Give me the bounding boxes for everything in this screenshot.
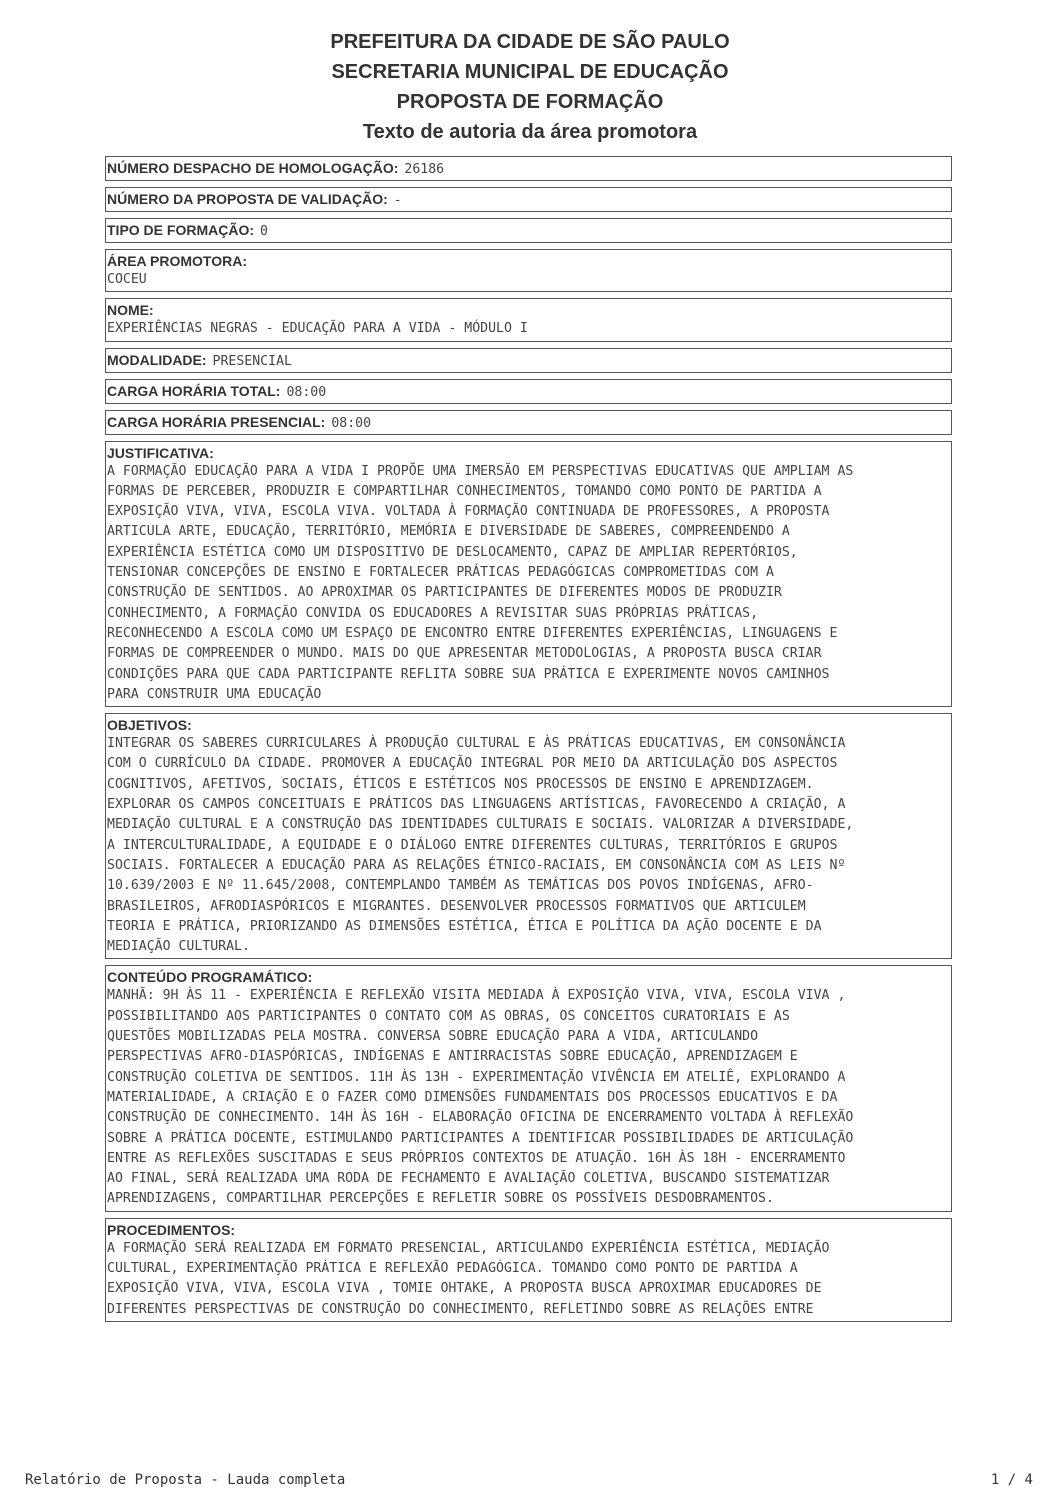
field-carga-total <box>105 379 952 404</box>
form-fields <box>105 156 952 1328</box>
field-label: CONTEÚDO PROGRAMÁTICO: <box>107 969 313 986</box>
field-label: TIPO DE FORMAÇÃO: <box>107 222 254 238</box>
field-label: NOME: <box>107 302 154 319</box>
field-label: MODALIDADE: <box>107 351 207 368</box>
field-label: NÚMERO DESPACHO DE HOMOLOGAÇÃO: <box>107 160 399 176</box>
header-secretaria: SECRETARIA MUNICIPAL DE EDUCAÇÃO <box>331 61 729 83</box>
field-value: 08:00 <box>286 384 327 400</box>
field-carga-presencial <box>105 410 952 435</box>
footer-report-title: Relatório de Proposta - Lauda completa <box>25 1472 346 1488</box>
page-number: 1 / 4 <box>990 1472 1033 1488</box>
field-value: - <box>393 193 402 208</box>
field-value: 26186 <box>404 162 445 177</box>
field-value: EXPERIÊNCIAS NEGRAS - EDUCAÇÃO PARA A VIDA - MÓDULO I <box>107 321 528 337</box>
field-modalidade <box>105 348 952 373</box>
field-nome <box>105 298 952 341</box>
page-footer <box>25 1472 1033 1488</box>
field-value: PRESENCIAL <box>212 353 292 369</box>
field-label: ÁREA PROMOTORA: <box>107 253 247 269</box>
field-procedimentos <box>105 1218 952 1322</box>
field-area <box>105 249 952 292</box>
field-despacho <box>105 156 952 181</box>
field-label: PROCEDIMENTOS: <box>107 1221 236 1238</box>
field-label: JUSTIFICATIVA: <box>107 444 214 461</box>
field-conteudo <box>105 965 952 1211</box>
header-proposta: PROPOSTA DE FORMAÇÃO <box>396 91 664 113</box>
document-header <box>0 27 1060 147</box>
header-subtitle: Texto de autoria da área promotora <box>362 121 698 143</box>
field-value: 0 <box>260 224 268 239</box>
field-justificativa <box>105 441 952 708</box>
field-label: CARGA HORÁRIA TOTAL: <box>107 382 281 399</box>
field-value: A FORMAÇÃO EDUCAÇÃO PARA A VIDA I PROPÕE UMA IMERSÃO EM PERSPECTIVAS EDUCATIVAS QUE AMPLIAM AS FORMAS DE PERCEBER, PRODUZIR E COMPARTILHAR CONHECIMENTOS, TOMANDO COMO PONTO DE PARTIDA A EXPOSIÇÃO VIVA, VIVA, ESCOLA VIVA. VOLTADA À FORMAÇÃO CONTINUADA DE PROFESSORES, A PROPOSTA ARTICULA ARTE, EDUCAÇÃO, TERRITÓRIO, MEMÓRIA E DIVERSIDADE DE SABERES, COMPREENDENDO A EXPERIÊNCIA ESTÉTICA COMO UM DISPOSITIVO DE DESLOCAMENTO, CAPAZ DE AMPLIAR REPERTÓRIOS, TENSIONAR CONCEPÇÕES DE ENSINO E FORTALECER PRÁTICAS PEDAGÓGICAS COMPROMETIDAS COM A CONSTRUÇÃO DE SENTIDOS. AO APROXIMAR OS PARTICIPANTES DE DIFERENTES MODOS DE PRODUZIR CONHECIMENTO, A FORMAÇÃO CONVIDA OS EDUCADORES A REVISITAR SUAS PRÓPRIAS PRÁTICAS, RECONHECENDO A ESCOLA COMO UM ESPAÇO DE ENCONTRO ENTRE DIFERENTES EXPERIÊNCIAS, LINGUAGENS E FORMAS DE COMPREENDER O MUNDO. MAIS DO QUE APRESENTAR METODOLOGIAS, A PROPOSTA BUSCA CRIAR CONDIÇÕES PARA QUE CADA PARTICIPANTE REFLITA SOBRE SUA PRÁTICA E EXPERIMENTE NOVOS CAMINHOS PARA CONSTRUIR UMA EDUCAÇÃO <box>107 463 854 702</box>
field-value: COCEU <box>107 272 147 287</box>
field-value: 08:00 <box>331 415 372 431</box>
field-label: NÚMERO DA PROPOSTA DE VALIDAÇÃO: <box>107 191 388 207</box>
field-value: MANHÃ: 9H ÀS 11 - EXPERIÊNCIA E REFLEXÃO VISITA MEDIADA À EXPOSIÇÃO VIVA, VIVA, ESCOLA VIVA , POSSIBILITANDO AOS PARTICIPANTES O CONTATO COM AS OBRAS, OS CONCEITOS CURATORIAIS E AS QUESTÕES MOBILIZADAS PELA MOSTRA. CONVERSA SOBRE EDUCAÇÃO PARA A VIDA, ARTICULANDO PERSPECTIVAS AFRO-DIASPÓRICAS, INDÍGENAS E ANTIRRACISTAS SOBRE EDUCAÇÃO, APRENDIZAGEM E CONSTRUÇÃO COLETIVA DE SENTIDOS. 11H ÀS 13H - EXPERIMENTAÇÃO VIVÊNCIA EM ATELIÊ, EXPLORANDO A MATERIALIDADE, A CRIAÇÃO E O FAZER COMO DIMENSÕES FUNDAMENTAIS DOS PROCESSOS EDUCATIVOS E DA CONSTRUÇÃO DE CONHECIMENTO. 14H ÀS 16H - ELABORAÇÃO OFICINA DE ENCERRAMENTO VOLTADA À REFLEXÃO SOBRE A PRÁTICA DOCENTE, ESTIMULANDO PARTICIPANTES A IDENTIFICAR POSSIBILIDADES DE ARTICULAÇÃO ENTRE AS REFLEXÕES SUSCITADAS E SEUS PRÓPRIOS CONTEXTOS DE ATUAÇÃO. 16H ÀS 18H - ENCERRAMENTO AO FINAL, SERÁ REALIZADA UMA RODA DE FECHAMENTO E AVALIAÇÃO COLETIVA, BUSCANDO SISTEMATIZAR APRENDIZAGENS, COMPARTILHAR PERCEPÇÕES E REFLETIR SOBRE OS POSSÍVEIS DESDOBRAMENTOS. <box>107 988 854 1207</box>
field-value: A FORMAÇÃO SERÁ REALIZADA EM FORMATO PRESENCIAL, ARTICULANDO EXPERIÊNCIA ESTÉTICA, MEDIAÇÃO CULTURAL, EXPERIMENTAÇÃO PRÁTICA E REFLEXÃO PEDAGÓGICA. TOMANDO COMO PONTO DE PARTIDA A EXPOSIÇÃO VIVA, VIVA, ESCOLA VIVA , TOMIE OHTAKE, A PROPOSTA BUSCA APROXIMAR EDUCADORES DE DIFERENTES PERSPECTIVAS DE CONSTRUÇÃO DO CONHECIMENTO, REFLETINDO SOBRE AS RELAÇÕES ENTRE <box>107 1240 830 1317</box>
field-label: OBJETIVOS: <box>107 717 192 734</box>
header-prefeitura: PREFEITURA DA CIDADE DE SÃO PAULO <box>330 31 730 53</box>
field-label: CARGA HORÁRIA PRESENCIAL: <box>107 413 326 430</box>
field-objetivos <box>105 713 952 959</box>
field-proposta-validacao <box>105 187 952 212</box>
field-tipo <box>105 218 952 243</box>
field-value: INTEGRAR OS SABERES CURRICULARES À PRODUÇÃO CULTURAL E ÀS PRÁTICAS EDUCATIVAS, EM CONSONÂNCIA COM O CURRÍCULO DA CIDADE. PROMOVER A EDUCAÇÃO INTEGRAL POR MEIO DA ARTICULAÇÃO DOS ASPECTOS COGNITIVOS, AFETIVOS, SOCIAIS, ÉTICOS E ESTÉTICOS NOS PROCESSOS DE ENSINO E APRENDIZAGEM. EXPLORAR OS CAMPOS CONCEITUAIS E PRÁTICOS DAS LINGUAGENS ARTÍSTICAS, FAVORECENDO A CRIAÇÃO, A MEDIAÇÃO CULTURAL E A CONSTRUÇÃO DAS IDENTIDADES CULTURAIS E SOCIAIS. VALORIZAR A DIVERSIDADE, A INTERCULTURALIDADE, A EQUIDADE E O DIÁLOGO ENTRE DIFERENTES CULTURAS, TERRITÓRIOS E GRUPOS SOCIAIS. FORTALECER A EDUCAÇÃO PARA AS RELAÇÕES ÉTNICO-RACIAIS, EM CONSONÂNCIA COM AS LEIS Nº 10.639/2003 E Nº 11.645/2008, CONTEMPLANDO TAMBÉM AS TEMÁTICAS DOS POVOS INDÍGENAS, AFRO- BRASILEIROS, AFRODIASPÓRICOS E MIGRANTES. DESENVOLVER PROCESSOS FORMATIVOS QUE ARTICULEM TEORIA E PRÁTICA, PRIORIZANDO AS DIMENSÕES ESTÉTICA, ÉTICA E POLÍTICA DA AÇÃO DOCENTE E DA MEDIAÇÃO CULTURAL. <box>107 736 854 955</box>
